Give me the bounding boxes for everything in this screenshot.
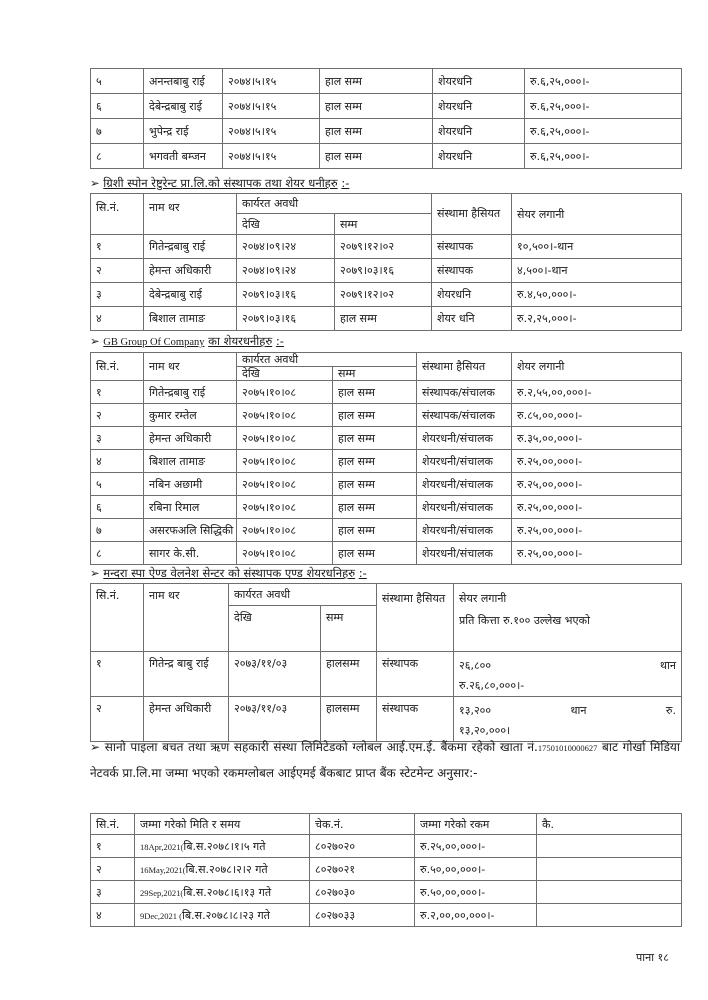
table-cell: ७	[91, 519, 144, 542]
table-row	[91, 404, 682, 427]
table-cell: शेयरधनि	[433, 119, 525, 144]
header-remarks: कै.	[537, 814, 682, 835]
bullet-arrow-icon: ➢	[90, 566, 100, 580]
account-number: 17501010000627	[537, 743, 598, 753]
section-heading-gb-group: ➢ GB Group Of Company का शेयरधनीहरु :-	[90, 334, 284, 348]
table-row	[91, 381, 682, 404]
table-cell: रु.८५,००,०००।-	[512, 404, 682, 427]
header-role: संस्थामा हैसियत	[377, 584, 454, 652]
table-cell: २०७४।५।१५	[223, 94, 320, 119]
table-cell: १	[91, 835, 135, 858]
table-cell: रु.२५,००,०००।-	[415, 835, 537, 858]
header-period: कार्यरत अवधी	[237, 194, 432, 214]
table-cell: २०७५।१०।०८	[237, 519, 333, 542]
table-cell: शेयरधनी/संचालक	[417, 473, 512, 496]
table-cell: हाल सम्म	[333, 381, 417, 404]
mandara-founders-table	[90, 583, 682, 742]
table-cell: रु.२५,००,०००।-	[512, 450, 682, 473]
table-cell: हाल सम्म	[320, 94, 433, 119]
header-to: सम्म	[335, 214, 432, 235]
table-cell: १	[91, 381, 144, 404]
table-cell: शेयरधनी/संचालक	[417, 496, 512, 519]
table-cell: ८०२७०२१	[310, 858, 415, 881]
table-cell: हाल सम्म	[333, 542, 417, 565]
table-row: २ हेमन्त अधिकारी २०७३/११/०३ हालसम्म संस्थापक १३,२०० थान रु. १३,२०,०००।	[91, 697, 682, 742]
gb-group-shareholders-table	[90, 352, 682, 565]
table-cell: हाल सम्म	[320, 69, 433, 94]
header-period: कार्यरत अवधी	[237, 353, 417, 367]
table-cell: 18Apr,2021(बि.स.२०७८।१।५ गते	[135, 835, 310, 858]
table-cell: हाल सम्म	[333, 404, 417, 427]
invest-cell: २६,८०० थान रु.२६,८०,०००।-	[454, 652, 682, 697]
header-invest: शेयर लगानी	[512, 353, 682, 381]
header-sn: सि.नं.	[91, 584, 144, 652]
header-name: नाम थर	[144, 584, 229, 652]
header-sn: सि.नं.	[91, 353, 144, 381]
table-cell: शेयरधनी/संचालक	[417, 427, 512, 450]
table-cell: २०७९।१२।०२	[335, 283, 432, 307]
header-amount: जम्मा गरेको रकम	[415, 814, 537, 835]
header-name: नाम थर	[144, 194, 237, 235]
table-cell: ३	[91, 427, 144, 450]
table-cell: २०७५।१०।०८	[237, 496, 333, 519]
table-cell: रु.६,२५,०००।-	[525, 144, 682, 169]
table-cell: संस्थापक	[432, 235, 512, 259]
table-cell: हाल सम्म	[320, 119, 433, 144]
table-cell: 9Dec,2021 (बि.स.२०७८।८।२३ गते	[135, 904, 310, 927]
table-cell: २	[91, 858, 135, 881]
table-cell: हाल सम्म	[333, 496, 417, 519]
table-row	[91, 283, 682, 307]
table-cell: रु.६,२५,०००।-	[525, 94, 682, 119]
table-cell: गितेन्द्रबाबु राई	[144, 235, 237, 259]
table-cell: हाल सम्म	[333, 427, 417, 450]
table-cell: शेयर धनि	[432, 307, 512, 331]
table-cell: संस्थापक/संचालक	[417, 381, 512, 404]
table-cell: २०७५।१०।०८	[237, 381, 333, 404]
grishi-founders-table	[90, 193, 682, 331]
table-cell: शेयरधनी/संचालक	[417, 542, 512, 565]
table-cell: कुमार रम्तेल	[144, 404, 237, 427]
table-cell: २०७४।५।१५	[223, 144, 320, 169]
table-cell: २०७९।१२।०२	[335, 235, 432, 259]
table-cell: शेयरधनि	[433, 144, 525, 169]
header-period: कार्यरत अवधी	[229, 584, 377, 606]
table-cell: हेमन्त अधिकारी	[144, 427, 237, 450]
table-cell: २०७४।०९।२४	[237, 259, 335, 283]
table-cell: २०७९।०३।१६	[237, 307, 335, 331]
section-heading-mandara: ➢ मन्दरा स्पा ऐण्ड वेलनेश सेन्टर को संस्थापक एण्ड शेयरधनिहरु :-	[90, 566, 367, 580]
table-row	[91, 881, 682, 904]
table-cell: शेयरधनी/संचालक	[417, 519, 512, 542]
header-role: संस्थामा हैसियत	[432, 194, 512, 235]
bank-statement-paragraph: ➢ सानो पाइला बचत तथा ऋण सहकारी संस्था लिमिटेडको ग्लोबल आई.एम.ई. बैंकमा रहेको खाता नं.17501010000627 बाट गोर्खा मिडिया नेटवर्क प्रा.लि.मा जम्मा भएको रकमग्लोबल आईएमई बैंकबाट प्राप्त बैंक स्टेटमेन्ट अनुसार:-	[90, 740, 680, 780]
table-row	[91, 235, 682, 259]
table-cell: २०७४।०९।२४	[237, 235, 335, 259]
table-cell: देबेन्द्रबाबु राई	[144, 283, 237, 307]
table-row	[91, 496, 682, 519]
table-cell: २०७४।५।१५	[223, 69, 320, 94]
header-invest: सेयर लगानी	[512, 194, 682, 235]
section-heading-grishi: ➢ ग्रिशी स्पोन रेष्टुरेन्ट प्रा.लि.को संस्थापक तथा शेयर धनीहरु :-	[90, 176, 350, 190]
shareholders-table-continued	[90, 68, 682, 169]
table-cell: हाल सम्म	[333, 450, 417, 473]
table-cell: ८०२७०२०	[310, 835, 415, 858]
header-sn: सि.नं.	[91, 814, 135, 835]
table-cell: हाल सम्म	[335, 307, 432, 331]
header-invest	[454, 584, 682, 652]
table-cell: ४	[91, 904, 135, 927]
bullet-arrow-icon: ➢	[90, 176, 100, 190]
table-cell: रु.२५,००,०००।-	[512, 542, 682, 565]
invest-cell: १३,२०० थान रु. १३,२०,०००।	[454, 697, 682, 742]
table-cell: ७	[91, 119, 144, 144]
table-cell: गितेन्द्रबाबु राई	[144, 381, 237, 404]
table-cell: ८०२७०३३	[310, 904, 415, 927]
table-cell: ६	[91, 496, 144, 519]
table-cell: रु.६,२५,०००।-	[525, 69, 682, 94]
header-to: सम्म	[321, 606, 377, 652]
table-cell: ३	[91, 283, 144, 307]
table-row	[91, 858, 682, 881]
table-cell: १	[91, 235, 144, 259]
table-row	[91, 473, 682, 496]
table-row	[91, 450, 682, 473]
table-cell	[537, 835, 682, 858]
table-cell: शेयरधनी/संचालक	[417, 450, 512, 473]
table-cell: ८०२७०३०	[310, 881, 415, 904]
table-cell: २०७५।१०।०८	[237, 473, 333, 496]
table-row	[91, 69, 682, 94]
table-cell: ३	[91, 881, 135, 904]
header-from: देखि	[237, 367, 333, 381]
table-cell: रु.६,२५,०००।-	[525, 119, 682, 144]
header-invest-note: प्रति कित्ता रु.१०० उल्लेख भएको	[459, 614, 590, 627]
table-cell	[537, 881, 682, 904]
table-cell: अनन्तबाबु राई	[144, 69, 223, 94]
table-cell: ५	[91, 473, 144, 496]
table-row	[91, 542, 682, 565]
table-cell: २०७५।१०।०८	[237, 427, 333, 450]
header-sn: सि.नं.	[91, 194, 144, 235]
table-cell: २०७४।५।१५	[223, 119, 320, 144]
header-cheque: चेक.नं.	[310, 814, 415, 835]
table-cell	[537, 858, 682, 881]
table-cell: २०७५।१०।०८	[237, 542, 333, 565]
table-cell: शेयरधनि	[432, 283, 512, 307]
table-cell: २०७५।१०।०८	[237, 450, 333, 473]
table-cell: २०७९।०३।१६	[237, 283, 335, 307]
table-cell: रु.२५,००,०००।-	[512, 519, 682, 542]
bullet-arrow-icon: ➢	[90, 740, 101, 754]
table-cell: २०७९।०३।१६	[335, 259, 432, 283]
page-number: पाना १८	[636, 951, 669, 964]
table-cell: 29Sep,2021(बि.स.२०७८।६।१३ गते	[135, 881, 310, 904]
table-cell: बिशाल तामाङ	[144, 307, 237, 331]
table-cell: नबिन अछामी	[144, 473, 237, 496]
table-row	[91, 144, 682, 169]
table-cell: शेयरधनि	[433, 69, 525, 94]
table-row	[91, 519, 682, 542]
table-cell: भुपेन्द्र राई	[144, 119, 223, 144]
table-row	[91, 259, 682, 283]
table-row	[91, 94, 682, 119]
table-row	[91, 904, 682, 927]
table-cell: रु.२५,००,०००।-	[512, 473, 682, 496]
table-cell: बिशाल तामाङ	[144, 450, 237, 473]
table-row	[91, 119, 682, 144]
header-from: देखि	[237, 214, 335, 235]
table-cell: रु.२,००,००,०००।-	[415, 904, 537, 927]
table-cell: हेमन्त अधिकारी	[144, 259, 237, 283]
table-cell: २	[91, 404, 144, 427]
table-cell: रु.४,५०,०००।-	[512, 283, 682, 307]
table-row	[91, 307, 682, 331]
table-cell: हाल सम्म	[333, 519, 417, 542]
table-row	[91, 835, 682, 858]
table-cell: ८	[91, 144, 144, 169]
table-cell: २०७५।१०।०८	[237, 404, 333, 427]
table-cell: रु.५०,००,०००।-	[415, 858, 537, 881]
table-cell: २	[91, 259, 144, 283]
table-cell: हाल सम्म	[333, 473, 417, 496]
header-date: जम्मा गरेको मिति र समय	[135, 814, 310, 835]
header-name: नाम थर	[144, 353, 237, 381]
table-cell: ४	[91, 307, 144, 331]
table-cell: संस्थापक/संचालक	[417, 404, 512, 427]
table-cell: असरफअलि सिद्धिकी	[144, 519, 237, 542]
table-cell: भगवती बम्जन	[144, 144, 223, 169]
table-cell: रु.२,२५,०००।-	[512, 307, 682, 331]
table-cell: रु.५०,००,०००।-	[415, 881, 537, 904]
table-cell: ६	[91, 94, 144, 119]
bullet-arrow-icon: ➢	[90, 334, 100, 348]
table-cell: १०,५००।-थान	[512, 235, 682, 259]
table-cell: ४,५००।-थान	[512, 259, 682, 283]
table-cell: रबिना रिमाल	[144, 496, 237, 519]
table-cell: 16May,2021(बि.स.२०७८।२।२ गते	[135, 858, 310, 881]
deposit-table	[90, 813, 682, 927]
table-row: १ गितेन्द्र बाबु राई २०७३/११/०३ हालसम्म संस्थापक २६,८०० थान रु.२६,८०,०००।-	[91, 652, 682, 697]
table-cell: ८	[91, 542, 144, 565]
table-cell: रु.३५,००,०००।-	[512, 427, 682, 450]
table-cell	[537, 904, 682, 927]
table-cell: ५	[91, 69, 144, 94]
header-to: सम्म	[333, 367, 417, 381]
header-role: संस्थामा हैसियत	[417, 353, 512, 381]
header-invest-title: सेयर लगानी	[459, 592, 507, 605]
table-cell: ४	[91, 450, 144, 473]
table-cell: हाल सम्म	[320, 144, 433, 169]
table-cell: रु.२,५५,००,०००।-	[512, 381, 682, 404]
table-cell: देबेन्द्रबाबु राई	[144, 94, 223, 119]
table-row	[91, 427, 682, 450]
table-cell: शेयरधनि	[433, 94, 525, 119]
table-cell: रु.२५,००,०००।-	[512, 496, 682, 519]
table-cell: सागर के.सी.	[144, 542, 237, 565]
table-cell: संस्थापक	[432, 259, 512, 283]
header-from: देखि	[229, 606, 321, 652]
